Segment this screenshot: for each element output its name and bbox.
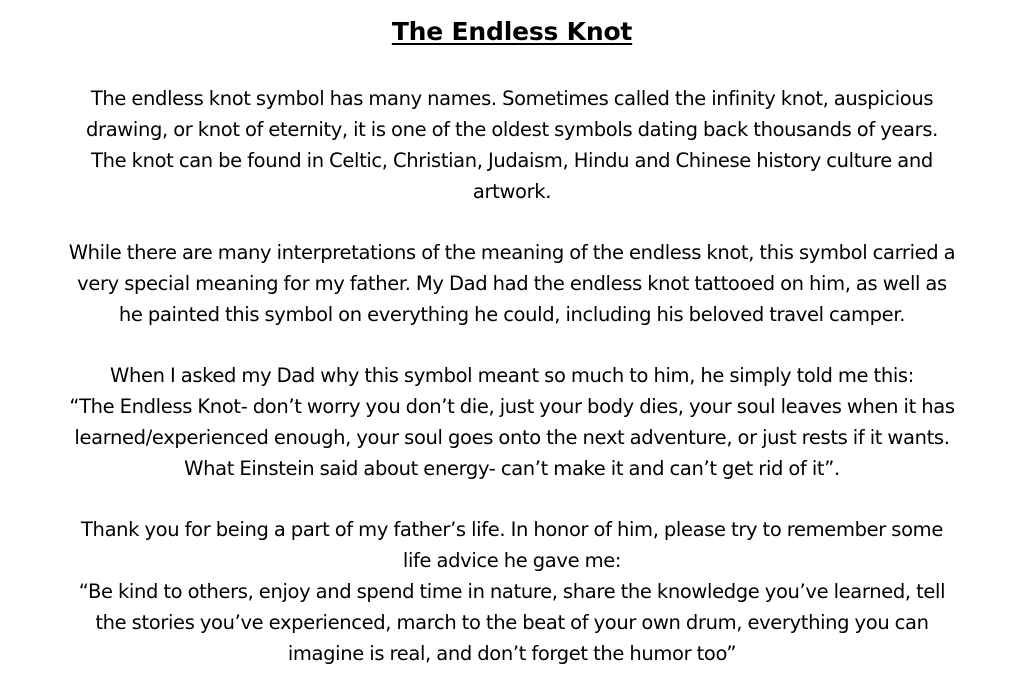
text-line: artwork. [472, 180, 552, 203]
text-line: Thank you for being a part of my father’s life. In honor of him, please try to remember some [81, 518, 943, 541]
text-line: very special meaning for my father. My Dad had the endless knot tattooed on him, as well as [77, 272, 947, 295]
text-line: learned/experienced enough, your soul goes onto the next adventure, or just rests if it wants. [74, 426, 950, 449]
text-line: “Be kind to others, enjoy and spend time in nature, share the knowledge you’ve learned, tell [78, 580, 946, 603]
text-line: When I asked my Dad why this symbol meant so much to him, he simply told me this: [110, 364, 914, 387]
text-line: The knot can be found in Celtic, Christian, Judaism, Hindu and Chinese history culture and [91, 149, 933, 172]
text-line: What Einstein said about energy- can’t make it and can’t get rid of it”. [184, 457, 840, 480]
text-line: he painted this symbol on everything he could, including his beloved travel camper. [118, 303, 906, 326]
paragraph-father-quote [2, 360, 1022, 484]
text-line: The endless knot symbol has many names. Sometimes called the infinity knot, auspicious [90, 87, 934, 110]
text-line: drawing, or knot of eternity, it is one of the oldest symbols dating back thousands of years. [86, 118, 938, 141]
text-line: While there are many interpretations of the meaning of the endless knot, this symbol carried a [68, 241, 956, 264]
paragraph-life-advice [2, 514, 1022, 669]
page-title: The Endless Knot [391, 17, 633, 46]
text-line: “The Endless Knot- don’t worry you don’t die, just your body dies, your soul leaves when it has [69, 395, 955, 418]
paragraph-knot-history [2, 83, 1022, 207]
text-line: the stories you’ve experienced, march to the beat of your own drum, everything you can [95, 611, 929, 634]
text-line: imagine is real, and don’t forget the humor too” [287, 642, 737, 665]
text-line: life advice he gave me: [402, 549, 622, 572]
paragraph-father-meaning [2, 237, 1022, 330]
